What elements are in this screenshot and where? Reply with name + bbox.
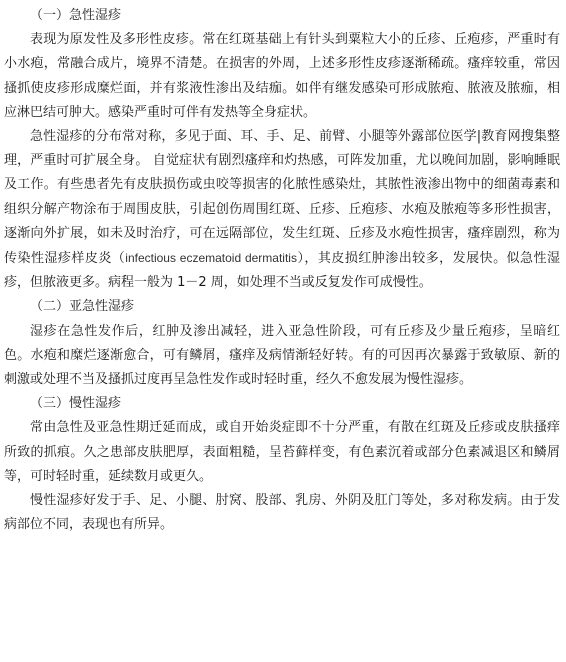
paragraph-acute-2-tail: ），其皮损红肿渗出较多，发展快。似急性湿疹，但脓液更多。病程一般为 1－2 周，如处理不当或反复发作可成慢性。 [4,251,560,291]
latin-term: infectious eczematoid dermatitis [125,251,297,266]
paragraph-subacute-1: 湿疹在急性发作后，红肿及渗出减轻，进入亚急性阶段，可有丘疹及少量丘疱疹，呈暗红色。水疱和糜烂逐渐愈合，可有鳞屑，瘙痒及病情渐轻好转。有的可因再次暴露于致敏原、新的刺激或处理不当及搔抓过度再呈急性发作或时轻时重，经久不愈发展为慢性湿疹。 [4,323,560,388]
paragraph-chronic-2: 慢性湿疹好发于手、足、小腿、肘窝、股部、乳房、外阴及肛门等处，多对称发病。由于发病部位不同，表现也有所异。 [4,493,560,533]
paragraph-acute-2 [4,125,560,295]
paragraph-chronic-1: 常由急性及亚急性期迁延而成，或自开始炎症即不十分严重，有散在红斑及丘疹或皮肤搔痒所致的抓痕。久之患部皮肤肥厚，表面粗糙，呈苔藓样变，有色素沉着或部分色素减退区和鳞屑等，可时轻时重，延续数月或更久。 [4,420,560,484]
paragraph-acute-1: 表现为原发性及多形性皮疹。常在红斑基础上有针头到粟粒大小的丘疹、丘疱疹，严重时有小水疱，常融合成片，境界不清楚。在损害的外周，上述多形性皮疹逐渐稀疏。瘙痒较重，常因搔抓使皮疹形成糜烂面，并有浆液性渗出及结痂。如伴有继发感染可形成脓疱、脓液及脓痂，相应淋巴结可肿大。感染严重时可伴有发热等全身症状。 [4,32,560,120]
paragraph-acute-2-text: 急性湿疹的分布常对称，多见于面、耳、手、足、前臂、小腿等外露部位医学|教育网搜集整理，严重时可扩展全身。 自觉症状有剧烈瘙痒和灼热感，可阵发加重，尤以晚间加剧，影响睡眠及工作。有些患者先有皮肤损伤或虫咬等损害的化脓性感染灶，其脓性液渗出物中的细菌毒素和组织分解产物涂布于周围皮肤，引起创伤周围红斑、丘疹、丘疱疹、水疱及脓疱等多形性损害，逐渐向外扩展，如未及时治疗，可在远隔部位，发生红斑、丘疹及水疱性损害，瘙痒剧烈，称为传染性湿疹样皮炎（ [4,129,560,267]
section-heading-chronic: （三）慢性湿疹 [30,396,122,412]
section-heading-subacute: （二）亚急性湿疹 [30,299,135,315]
section-heading-acute: （一）急性湿疹 [30,8,122,23]
